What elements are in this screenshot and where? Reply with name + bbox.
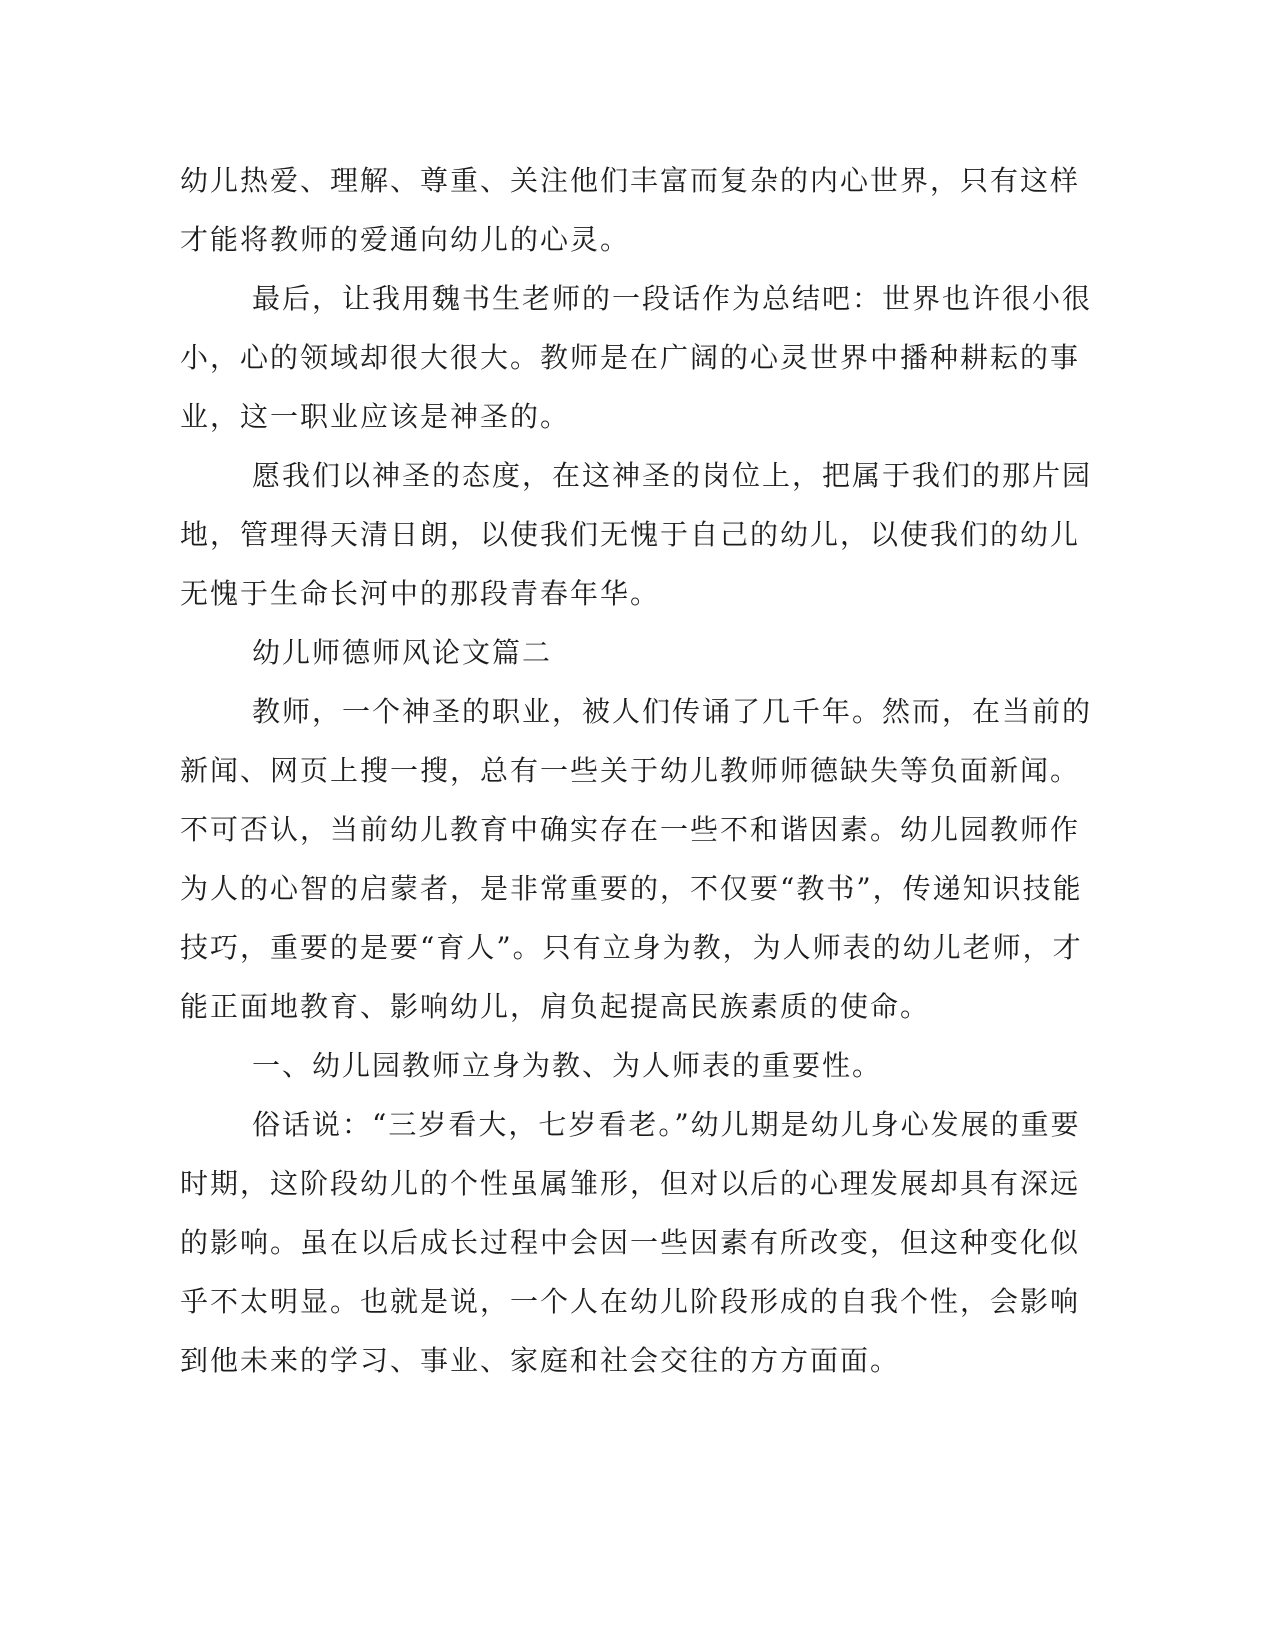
text-line: 最后，让我用魏书生老师的一段话作为总结吧：世界也许很小很 bbox=[252, 282, 1093, 315]
text-line: 愿我们以神圣的态度，在这神圣的岗位上，把属于我们的那片园 bbox=[252, 459, 1093, 492]
text-line: 技巧，重要的是要“育人”。只有立身为教，为人师表的幼儿老师，才 bbox=[180, 931, 1083, 964]
text-line: 时期，这阶段幼儿的个性虽属雏形，但对以后的心理发展却具有深远 bbox=[180, 1167, 1081, 1200]
section-heading: 幼儿师德师风论文篇二 bbox=[252, 636, 553, 669]
text-line: 教师，一个神圣的职业，被人们传诵了几千年。然而，在当前的 bbox=[252, 695, 1093, 728]
text-line: 新闻、网页上搜一搜，总有一些关于幼儿教师师德缺失等负面新闻。 bbox=[180, 754, 1081, 787]
text-line: 为人的心智的启蒙者，是非常重要的，不仅要“教书”，传递知识技能 bbox=[180, 872, 1083, 905]
text-line: 俗话说：“三岁看大，七岁看老。”幼儿期是幼儿身心发展的重要 bbox=[252, 1108, 1081, 1141]
text-line: 能正面地教育、影响幼儿，肩负起提高民族素质的使命。 bbox=[180, 990, 931, 1023]
text-line: 地，管理得天清日朗，以使我们无愧于自己的幼儿，以使我们的幼儿 bbox=[180, 518, 1081, 551]
text-line: 到他未来的学习、事业、家庭和社会交往的方方面面。 bbox=[180, 1344, 901, 1377]
text-line: 乎不太明显。也就是说，一个人在幼儿阶段形成的自我个性，会影响 bbox=[180, 1285, 1081, 1318]
text-line: 无愧于生命长河中的那段青春年华。 bbox=[180, 577, 661, 610]
text-line: 业，这一职业应该是神圣的。 bbox=[180, 400, 571, 433]
subheading: 一、幼儿园教师立身为教、为人师表的重要性。 bbox=[252, 1049, 883, 1082]
text-line: 不可否认，当前幼儿教育中确实存在一些不和谐因素。幼儿园教师作 bbox=[180, 813, 1081, 846]
text-line: 才能将教师的爱通向幼儿的心灵。 bbox=[180, 223, 631, 256]
text-line: 小，心的领域却很大很大。教师是在广阔的心灵世界中播种耕耘的事 bbox=[180, 341, 1081, 374]
text-line: 的影响。虽在以后成长过程中会因一些因素有所改变，但这种变化似 bbox=[180, 1226, 1081, 1259]
text-line: 幼儿热爱、理解、尊重、关注他们丰富而复杂的内心世界，只有这样 bbox=[180, 164, 1081, 197]
